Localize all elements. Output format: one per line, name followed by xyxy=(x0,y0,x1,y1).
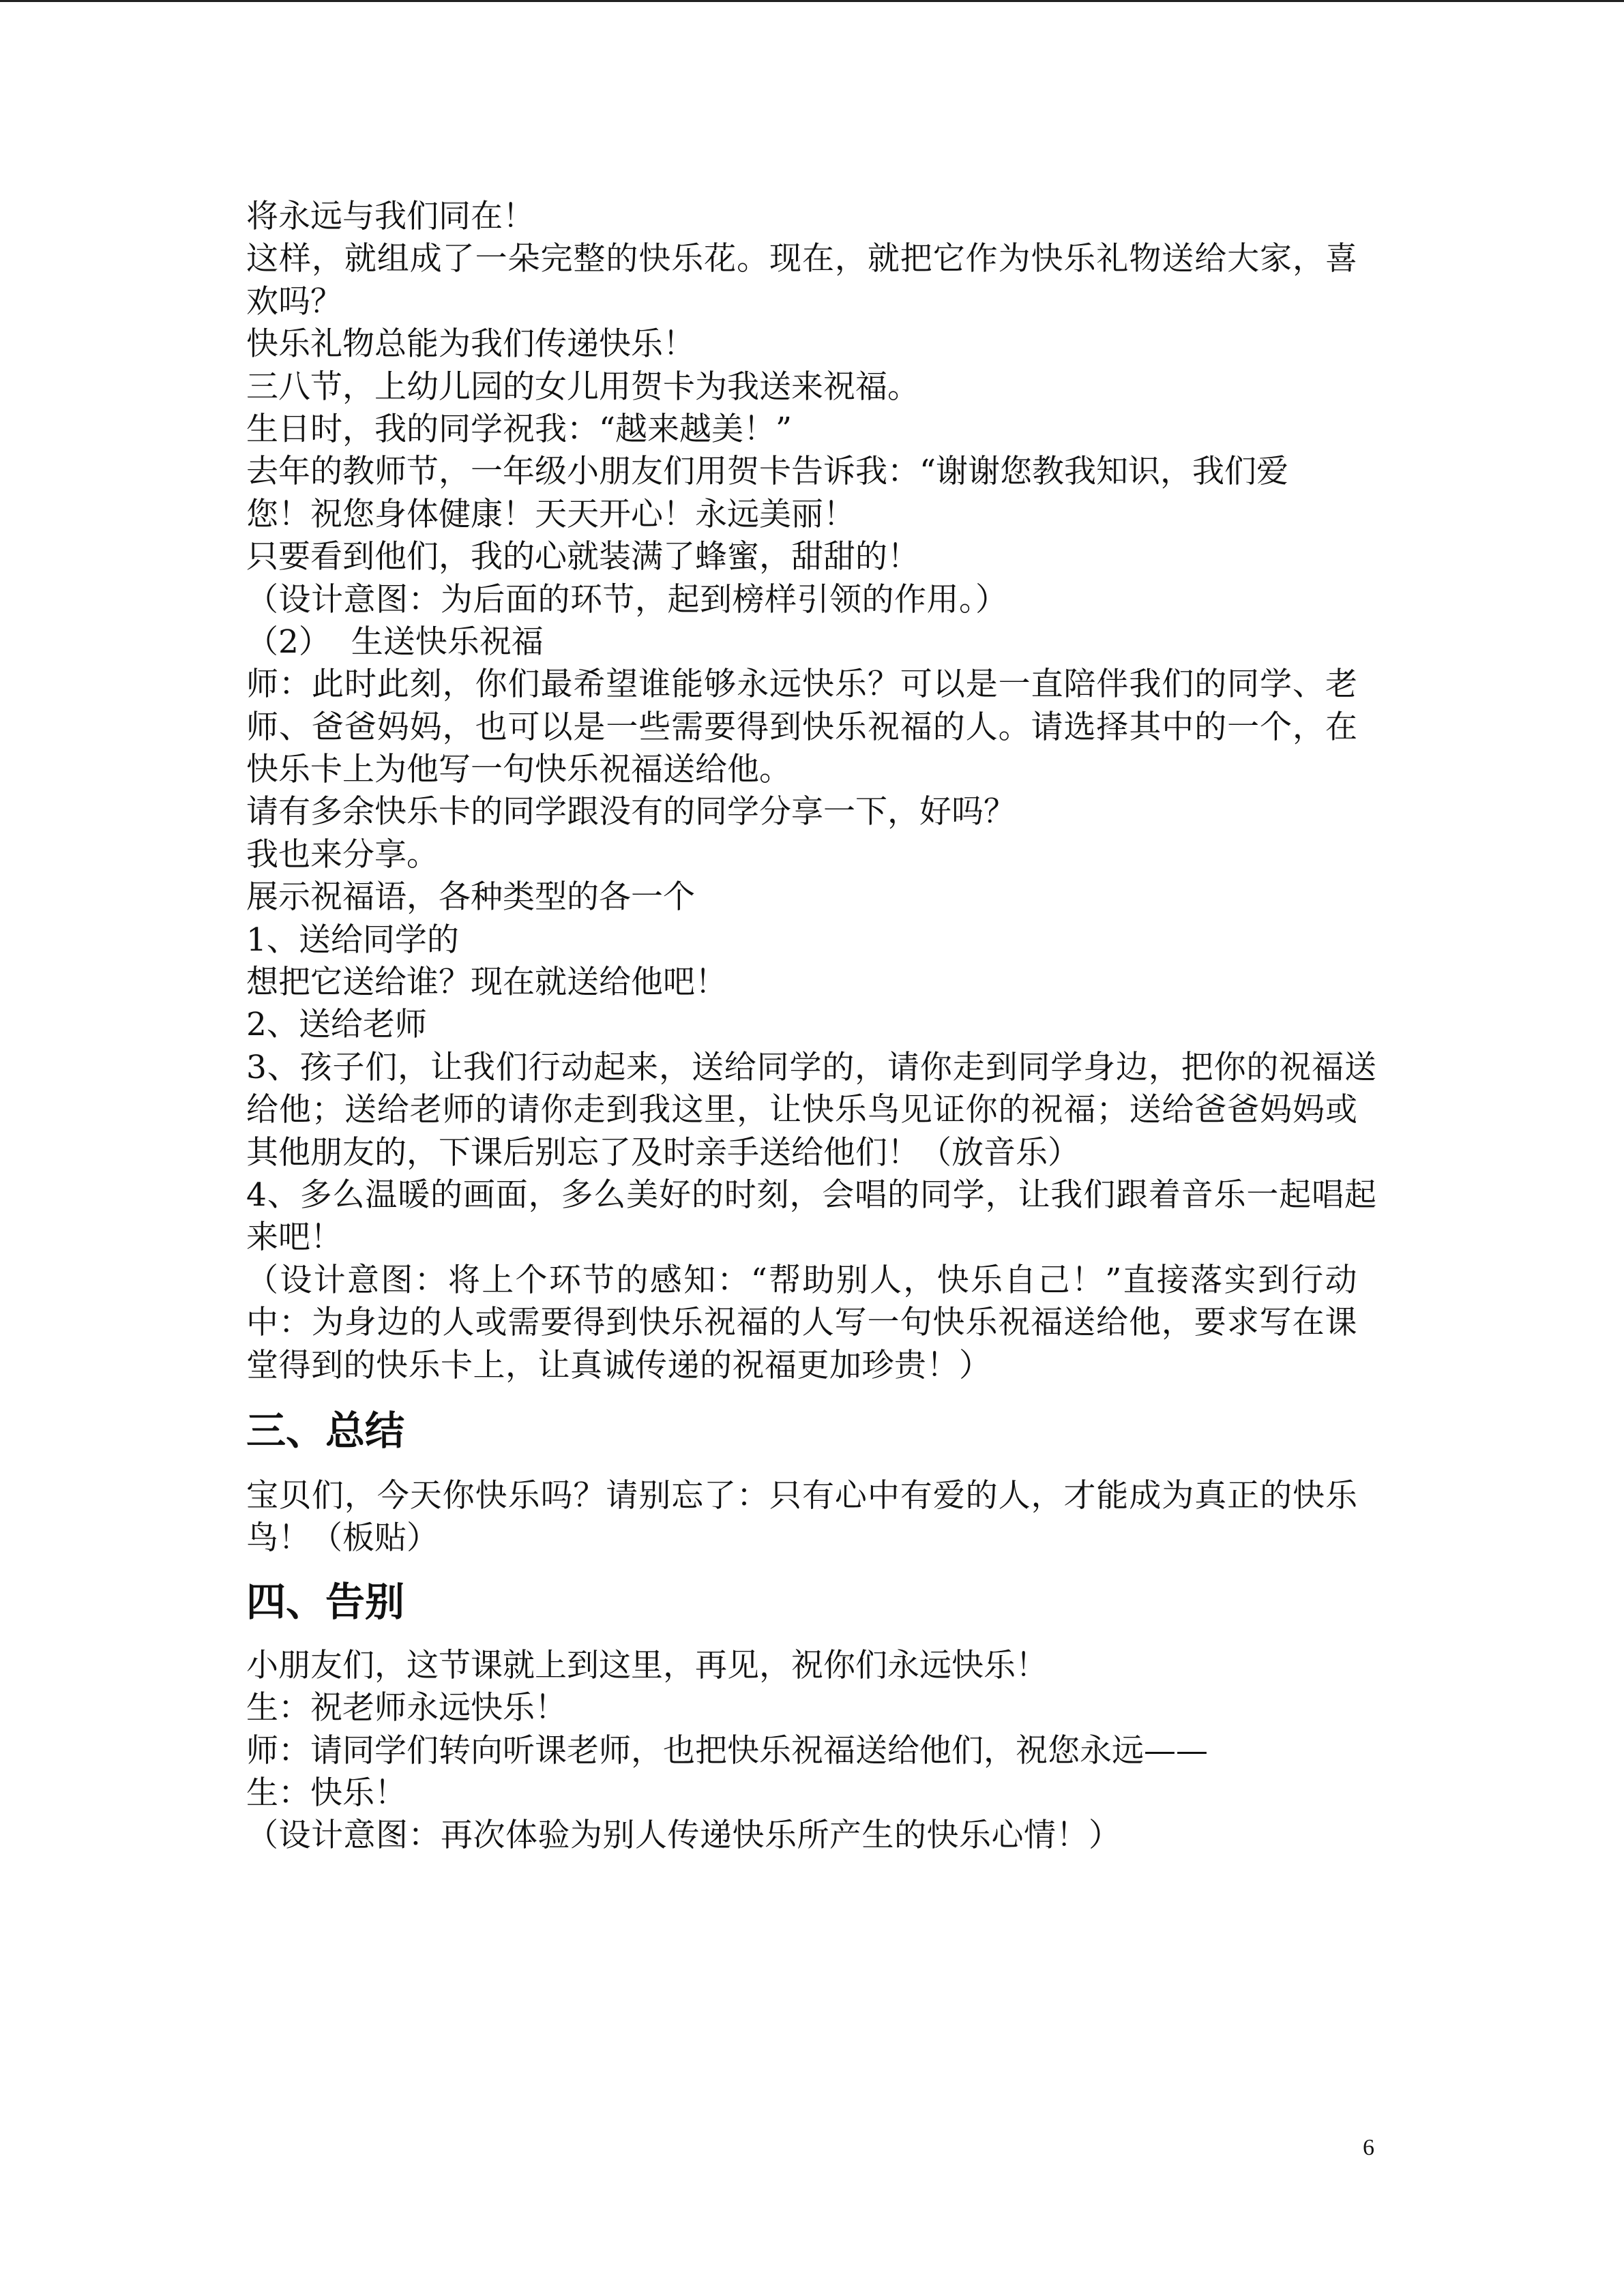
design-intent-note: （设计意图：再次体验为别人传递快乐所产生的快乐心情！） xyxy=(246,1817,1121,1855)
text-line: 师：此时此刻，你们最希望谁能够永远快乐？可以是一直陪伴我们的同学、老 xyxy=(246,666,1357,704)
list-item: 2、送给老师 xyxy=(246,1006,427,1044)
text-line: 快乐礼物总能为我们传递快乐！ xyxy=(246,325,695,363)
text-line: 我也来分享。 xyxy=(246,835,439,874)
text-line: 您！祝您身体健康！天天开心！永远美丽！ xyxy=(246,495,855,533)
text-line: 来吧！ xyxy=(246,1219,342,1257)
text-line: 展示祝福语，各种类型的各一个 xyxy=(246,878,695,916)
text-line: 三八节，上幼儿园的女儿用贺卡为我送来祝福。 xyxy=(246,368,919,406)
text-line: 请有多余快乐卡的同学跟没有的同学分享一下，好吗？ xyxy=(246,793,1016,831)
section-heading-farewell: 四、告别 xyxy=(246,1578,405,1625)
text-line: 快乐卡上为他写一句快乐祝福送给他。 xyxy=(246,751,791,789)
text-line: 师：请同学们转向听课老师，也把快乐祝福送给他们，祝您永远—— xyxy=(246,1731,1208,1770)
text-line: 将永远与我们同在！ xyxy=(246,198,535,235)
text-line: 给他；送给老师的请你走到我这里，让快乐鸟见证你的祝福；送给爸爸妈妈或 xyxy=(246,1091,1357,1129)
text-line: 小朋友们，这节课就上到这里，再见，祝你们永远快乐！ xyxy=(246,1646,1048,1684)
page-number: 6 xyxy=(1363,2135,1374,2160)
text-line: 去年的教师节，一年级小朋友们用贺卡告诉我：“谢谢您教我知识，我们爱 xyxy=(246,453,1289,491)
text-line: 只要看到他们，我的心就装满了蜂蜜，甜甜的！ xyxy=(246,538,919,576)
design-intent-note: （设计意图：为后面的环节，起到榜样引领的作用。） xyxy=(246,580,1008,618)
text-line: 师、爸爸妈妈，也可以是一些需要得到快乐祝福的人。请选择其中的一个，在 xyxy=(246,708,1357,746)
subsection-title: （2） 生送快乐祝福 xyxy=(246,623,544,661)
document-body xyxy=(246,196,1376,1858)
text-line: 宝贝们，今天你快乐吗？请别忘了：只有心中有爱的人，才能成为真正的快乐 xyxy=(246,1476,1357,1515)
text-line: 生日时，我的同学祝我：“越来越美！” xyxy=(246,410,793,448)
text-line: 鸟！（板贴） xyxy=(246,1519,439,1557)
text-line: 生：快乐！ xyxy=(246,1774,407,1812)
text-line: 这样，就组成了一朵完整的快乐花。现在，就把它作为快乐礼物送给大家，喜 xyxy=(246,240,1357,278)
list-item: 1、送给同学的 xyxy=(246,921,459,959)
list-item: 3、孩子们，让我们行动起来，送给同学的，请你走到同学身边，把你的祝福送 xyxy=(246,1048,1376,1086)
list-item: 4、多么温暖的画面，多么美好的时刻，会唱的同学，让我们跟着音乐一起唱起 xyxy=(246,1176,1376,1214)
design-intent-note: 中：为身边的人或需要得到快乐祝福的人写一句快乐祝福送给他，要求写在课 xyxy=(246,1304,1357,1342)
design-intent-note: 堂得到的快乐卡上，让真诚传递的祝福更加珍贵！） xyxy=(246,1346,992,1384)
page-top-border xyxy=(0,0,1624,2)
section-heading-summary: 三、总结 xyxy=(246,1407,405,1454)
text-line: 欢吗？ xyxy=(246,282,342,320)
text-line: 其他朋友的，下课后别忘了及时亲手送给他们！（放音乐） xyxy=(246,1133,1080,1172)
text-line: 想把它送给谁？现在就送给他吧！ xyxy=(246,964,727,1002)
text-line: 生：祝老师永远快乐！ xyxy=(246,1689,567,1727)
design-intent-note: （设计意图：将上个环节的感知：“帮助别人，快乐自己！”直接落实到行动 xyxy=(246,1261,1357,1299)
